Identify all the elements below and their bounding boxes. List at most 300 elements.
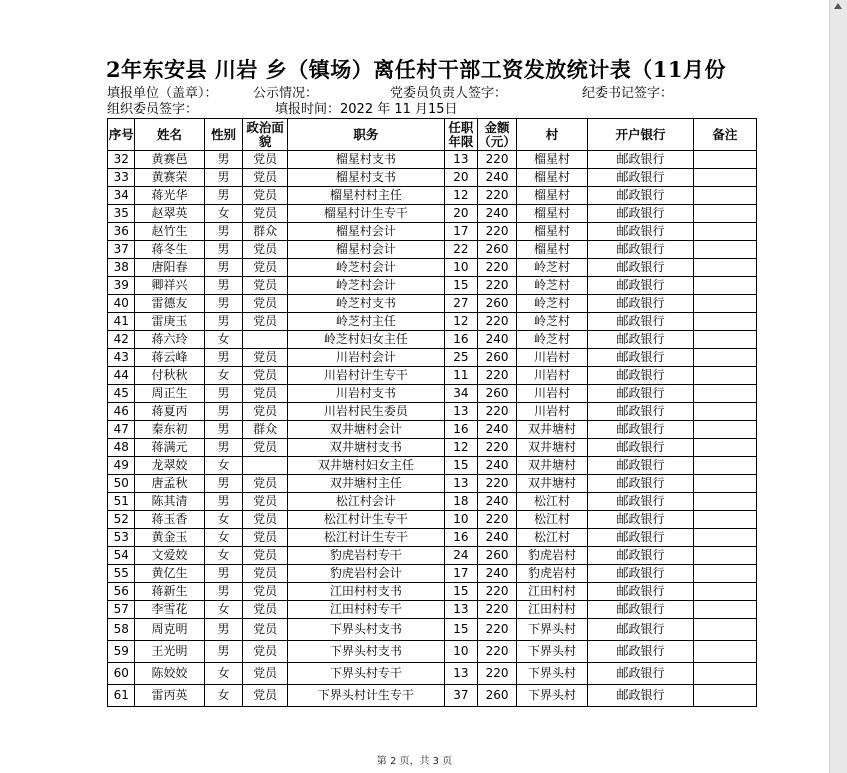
cell-political-status: 群众 xyxy=(243,421,288,439)
cell-index: 40 xyxy=(108,295,135,313)
cell-tenure: 17 xyxy=(444,565,478,583)
header-amount: 金额（元） xyxy=(478,119,516,149)
cell-index: 55 xyxy=(108,565,135,583)
cell-gender: 男 xyxy=(204,169,243,187)
cell-remark xyxy=(693,619,756,641)
cell-political-status: 党员 xyxy=(243,349,288,367)
table-header-row xyxy=(108,119,757,151)
cell-gender: 女 xyxy=(204,331,243,349)
table-row xyxy=(108,493,757,511)
cell-tenure: 15 xyxy=(444,457,478,475)
cell-remark xyxy=(693,475,756,493)
cell-remark xyxy=(693,259,756,277)
cell-amount: 220 xyxy=(478,313,517,331)
cell-position: 川岩村会计 xyxy=(288,349,445,367)
cell-tenure: 13 xyxy=(444,601,478,619)
scroll-up-icon[interactable] xyxy=(834,3,842,9)
cell-gender: 女 xyxy=(204,205,243,223)
cell-village: 松江村 xyxy=(516,511,587,529)
cell-bank: 邮政银行 xyxy=(588,511,694,529)
cell-index: 49 xyxy=(108,457,135,475)
cell-village: 榴星村 xyxy=(516,223,587,241)
cell-village: 双井塘村 xyxy=(516,475,587,493)
cell-index: 51 xyxy=(108,493,135,511)
cell-index: 54 xyxy=(108,547,135,565)
publicity-label: 公示情况： xyxy=(253,86,319,101)
cell-position: 岭芝村会计 xyxy=(288,277,445,295)
cell-remark xyxy=(693,367,756,385)
cell-name: 黄赛荣 xyxy=(135,169,204,187)
table-row xyxy=(108,663,757,685)
cell-position: 江田村村专干 xyxy=(288,601,445,619)
cell-name: 李雪花 xyxy=(135,601,204,619)
cell-remark xyxy=(693,331,756,349)
cell-tenure: 17 xyxy=(444,223,478,241)
cell-name: 蒋夏丙 xyxy=(135,403,204,421)
cell-remark xyxy=(693,439,756,457)
cell-tenure: 15 xyxy=(444,277,478,295)
cell-index: 43 xyxy=(108,349,135,367)
cell-name: 雷庚玉 xyxy=(135,313,204,331)
cell-gender: 男 xyxy=(204,583,243,601)
cell-political-status: 党员 xyxy=(243,151,288,169)
cell-gender: 男 xyxy=(204,565,243,583)
cell-position: 豹虎岩村会计 xyxy=(288,565,445,583)
cell-index: 60 xyxy=(108,663,135,685)
cell-remark xyxy=(693,223,756,241)
cell-political-status: 党员 xyxy=(243,583,288,601)
cell-tenure: 24 xyxy=(444,547,478,565)
cell-gender: 女 xyxy=(204,663,243,685)
cell-village: 榴星村 xyxy=(516,151,587,169)
cell-name: 蒋新生 xyxy=(135,583,204,601)
cell-gender: 男 xyxy=(204,439,243,457)
discipline-sign-label: 纪委书记签字： xyxy=(582,86,674,101)
cell-village: 双井塘村 xyxy=(516,439,587,457)
cell-village: 岭芝村 xyxy=(516,331,587,349)
cell-index: 59 xyxy=(108,641,135,663)
cell-tenure: 34 xyxy=(444,385,478,403)
cell-political-status: 党员 xyxy=(243,367,288,385)
cell-gender: 男 xyxy=(204,277,243,295)
org-sign-label: 组织委员签字： xyxy=(107,102,199,117)
cell-bank: 邮政银行 xyxy=(588,169,694,187)
cell-political-status: 党员 xyxy=(243,511,288,529)
cell-remark xyxy=(693,547,756,565)
cell-amount: 240 xyxy=(478,565,517,583)
cell-amount: 240 xyxy=(478,493,517,511)
cell-bank: 邮政银行 xyxy=(588,583,694,601)
cell-position: 榴星村会计 xyxy=(288,223,445,241)
cell-position: 双井塘村支书 xyxy=(288,439,445,457)
table-row xyxy=(108,565,757,583)
cell-position: 川岩村支书 xyxy=(288,385,445,403)
cell-remark xyxy=(693,295,756,313)
cell-gender: 男 xyxy=(204,385,243,403)
cell-amount: 240 xyxy=(478,529,517,547)
cell-tenure: 13 xyxy=(444,151,478,169)
table-row xyxy=(108,547,757,565)
cell-political-status: 党员 xyxy=(243,295,288,313)
cell-remark xyxy=(693,663,756,685)
cell-village: 榴星村 xyxy=(516,205,587,223)
cell-political-status: 群众 xyxy=(243,223,288,241)
cell-amount: 220 xyxy=(478,151,517,169)
cell-position: 松江村计生专干 xyxy=(288,511,445,529)
cell-name: 黄赛邑 xyxy=(135,151,204,169)
cell-bank: 邮政银行 xyxy=(588,223,694,241)
cell-bank: 邮政银行 xyxy=(588,475,694,493)
cell-political-status: 党员 xyxy=(243,403,288,421)
cell-political-status: 党员 xyxy=(243,259,288,277)
cell-name: 雷丙英 xyxy=(135,685,204,707)
cell-tenure: 22 xyxy=(444,241,478,259)
cell-tenure: 25 xyxy=(444,349,478,367)
cell-name: 蒋冬生 xyxy=(135,241,204,259)
cell-village: 江田村村 xyxy=(516,583,587,601)
cell-amount: 240 xyxy=(478,421,517,439)
table-row xyxy=(108,331,757,349)
cell-bank: 邮政银行 xyxy=(588,439,694,457)
cell-remark xyxy=(693,151,756,169)
cell-gender: 男 xyxy=(204,349,243,367)
cell-gender: 男 xyxy=(204,403,243,421)
table-row xyxy=(108,187,757,205)
cell-amount: 220 xyxy=(478,641,517,663)
cell-village: 榴星村 xyxy=(516,187,587,205)
cell-name: 付秋秋 xyxy=(135,367,204,385)
cell-name: 陈姣姣 xyxy=(135,663,204,685)
cell-remark xyxy=(693,565,756,583)
cell-position: 豹虎岩村专干 xyxy=(288,547,445,565)
cell-bank: 邮政银行 xyxy=(588,331,694,349)
cell-bank: 邮政银行 xyxy=(588,601,694,619)
page-title: 2年东安县 川岩 乡（镇场）离任村干部工资发放统计表（11月份 xyxy=(106,57,726,82)
cell-index: 45 xyxy=(108,385,135,403)
cell-index: 58 xyxy=(108,619,135,641)
table-row xyxy=(108,241,757,259)
cell-village: 岭芝村 xyxy=(516,295,587,313)
cell-name: 雷德友 xyxy=(135,295,204,313)
cell-remark xyxy=(693,241,756,259)
cell-amount: 260 xyxy=(478,295,517,313)
cell-position: 下界头村计生专干 xyxy=(288,685,445,707)
cell-position: 双井塘村妇女主任 xyxy=(288,457,445,475)
cell-tenure: 12 xyxy=(444,313,478,331)
cell-bank: 邮政银行 xyxy=(588,295,694,313)
cell-index: 35 xyxy=(108,205,135,223)
salary-table xyxy=(107,118,757,707)
cell-amount: 220 xyxy=(478,367,517,385)
cell-political-status: 党员 xyxy=(243,663,288,685)
header-village: 村 xyxy=(516,119,587,151)
table-row xyxy=(108,475,757,493)
cell-index: 41 xyxy=(108,313,135,331)
cell-village: 川岩村 xyxy=(516,349,587,367)
cell-gender: 男 xyxy=(204,151,243,169)
cell-remark xyxy=(693,685,756,707)
cell-index: 36 xyxy=(108,223,135,241)
cell-amount: 220 xyxy=(478,259,517,277)
cell-village: 下界头村 xyxy=(516,685,587,707)
table-row xyxy=(108,349,757,367)
table-row xyxy=(108,277,757,295)
header-index: 序号 xyxy=(108,119,135,151)
cell-index: 46 xyxy=(108,403,135,421)
cell-position: 双井塘村会计 xyxy=(288,421,445,439)
cell-position: 江田村村支书 xyxy=(288,583,445,601)
cell-bank: 邮政银行 xyxy=(588,663,694,685)
header-position: 职务 xyxy=(288,119,445,151)
cell-bank: 邮政银行 xyxy=(588,619,694,641)
cell-gender: 女 xyxy=(204,367,243,385)
header-tenure: 任职年限 xyxy=(444,119,478,151)
cell-remark xyxy=(693,529,756,547)
cell-political-status: 党员 xyxy=(243,619,288,641)
table-row xyxy=(108,421,757,439)
header-political-status: 政治面貌 xyxy=(243,119,288,151)
cell-bank: 邮政银行 xyxy=(588,457,694,475)
cell-remark xyxy=(693,205,756,223)
table-row xyxy=(108,601,757,619)
cell-tenure: 16 xyxy=(444,421,478,439)
cell-village: 川岩村 xyxy=(516,403,587,421)
header-remark: 备注 xyxy=(693,119,756,151)
cell-index: 39 xyxy=(108,277,135,295)
table-row xyxy=(108,685,757,707)
cell-political-status: 党员 xyxy=(243,313,288,331)
cell-village: 川岩村 xyxy=(516,385,587,403)
cell-gender: 女 xyxy=(204,511,243,529)
cell-name: 陈其清 xyxy=(135,493,204,511)
cell-index: 61 xyxy=(108,685,135,707)
cell-tenure: 16 xyxy=(444,529,478,547)
table-row xyxy=(108,295,757,313)
cell-political-status: 党员 xyxy=(243,169,288,187)
cell-remark xyxy=(693,403,756,421)
cell-tenure: 15 xyxy=(444,619,478,641)
cell-remark xyxy=(693,385,756,403)
cell-tenure: 12 xyxy=(444,439,478,457)
table-row xyxy=(108,641,757,663)
cell-amount: 260 xyxy=(478,349,517,367)
cell-name: 周正生 xyxy=(135,385,204,403)
cell-name: 黄金玉 xyxy=(135,529,204,547)
cell-bank: 邮政银行 xyxy=(588,277,694,295)
cell-gender: 男 xyxy=(204,421,243,439)
cell-bank: 邮政银行 xyxy=(588,547,694,565)
cell-name: 王光明 xyxy=(135,641,204,663)
table-row xyxy=(108,385,757,403)
cell-political-status: 党员 xyxy=(243,205,288,223)
cell-amount: 220 xyxy=(478,663,517,685)
cell-name: 赵翠英 xyxy=(135,205,204,223)
cell-political-status xyxy=(243,331,288,349)
cell-bank: 邮政银行 xyxy=(588,403,694,421)
cell-amount: 260 xyxy=(478,241,517,259)
cell-amount: 220 xyxy=(478,439,517,457)
cell-political-status: 党员 xyxy=(243,529,288,547)
cell-position: 岭芝村妇女主任 xyxy=(288,331,445,349)
cell-amount: 240 xyxy=(478,331,517,349)
cell-index: 33 xyxy=(108,169,135,187)
cell-name: 蒋玉香 xyxy=(135,511,204,529)
cell-village: 岭芝村 xyxy=(516,277,587,295)
cell-index: 56 xyxy=(108,583,135,601)
cell-political-status: 党员 xyxy=(243,565,288,583)
cell-position: 榴星村支书 xyxy=(288,169,445,187)
cell-tenure: 37 xyxy=(444,685,478,707)
cell-bank: 邮政银行 xyxy=(588,565,694,583)
cell-bank: 邮政银行 xyxy=(588,385,694,403)
cell-remark xyxy=(693,457,756,475)
cell-village: 下界头村 xyxy=(516,663,587,685)
table-row xyxy=(108,223,757,241)
cell-remark xyxy=(693,349,756,367)
cell-village: 松江村 xyxy=(516,493,587,511)
cell-tenure: 16 xyxy=(444,331,478,349)
cell-amount: 220 xyxy=(478,403,517,421)
cell-position: 岭芝村支书 xyxy=(288,295,445,313)
header-bank: 开户银行 xyxy=(588,119,694,151)
cell-village: 松江村 xyxy=(516,529,587,547)
cell-index: 42 xyxy=(108,331,135,349)
page-indicator: 第 2 页，共 3 页 xyxy=(376,756,453,767)
cell-name: 唐孟秋 xyxy=(135,475,204,493)
vertical-scrollbar[interactable] xyxy=(829,0,847,773)
cell-amount: 240 xyxy=(478,457,517,475)
cell-amount: 220 xyxy=(478,583,517,601)
cell-amount: 240 xyxy=(478,169,517,187)
cell-political-status: 党员 xyxy=(243,475,288,493)
cell-index: 53 xyxy=(108,529,135,547)
cell-political-status: 党员 xyxy=(243,641,288,663)
table-row xyxy=(108,439,757,457)
cell-index: 57 xyxy=(108,601,135,619)
cell-gender: 男 xyxy=(204,259,243,277)
table-row xyxy=(108,583,757,601)
cell-tenure: 13 xyxy=(444,475,478,493)
cell-index: 32 xyxy=(108,151,135,169)
cell-amount: 220 xyxy=(478,619,517,641)
header-gender: 性别 xyxy=(204,119,243,151)
cell-political-status: 党员 xyxy=(243,277,288,295)
cell-gender: 男 xyxy=(204,241,243,259)
cell-remark xyxy=(693,493,756,511)
cell-remark xyxy=(693,601,756,619)
cell-position: 川岩村民生委员 xyxy=(288,403,445,421)
cell-village: 双井塘村 xyxy=(516,421,587,439)
cell-village: 下界头村 xyxy=(516,641,587,663)
table-row xyxy=(108,205,757,223)
cell-name: 卿祥兴 xyxy=(135,277,204,295)
cell-tenure: 13 xyxy=(444,663,478,685)
cell-political-status: 党员 xyxy=(243,187,288,205)
table-row xyxy=(108,511,757,529)
cell-amount: 240 xyxy=(478,205,517,223)
cell-gender: 男 xyxy=(204,223,243,241)
cell-gender: 女 xyxy=(204,547,243,565)
cell-position: 松江村会计 xyxy=(288,493,445,511)
cell-bank: 邮政银行 xyxy=(588,241,694,259)
cell-tenure: 13 xyxy=(444,403,478,421)
cell-name: 蒋六玲 xyxy=(135,331,204,349)
cell-tenure: 27 xyxy=(444,295,478,313)
cell-name: 周克明 xyxy=(135,619,204,641)
cell-village: 岭芝村 xyxy=(516,313,587,331)
cell-gender: 女 xyxy=(204,601,243,619)
cell-tenure: 11 xyxy=(444,367,478,385)
cell-bank: 邮政银行 xyxy=(588,641,694,663)
cell-gender: 男 xyxy=(204,295,243,313)
cell-position: 松江村计生专干 xyxy=(288,529,445,547)
cell-tenure: 10 xyxy=(444,641,478,663)
cell-position: 岭芝村主任 xyxy=(288,313,445,331)
table-row xyxy=(108,259,757,277)
cell-remark xyxy=(693,583,756,601)
cell-village: 川岩村 xyxy=(516,367,587,385)
cell-village: 江田村村 xyxy=(516,601,587,619)
cell-name: 龙翠姣 xyxy=(135,457,204,475)
cell-gender: 男 xyxy=(204,641,243,663)
cell-index: 34 xyxy=(108,187,135,205)
cell-bank: 邮政银行 xyxy=(588,493,694,511)
header-name: 姓名 xyxy=(135,119,204,151)
fill-unit-label: 填报单位（盖章）： xyxy=(107,86,218,101)
cell-political-status: 党员 xyxy=(243,547,288,565)
cell-gender: 女 xyxy=(204,457,243,475)
cell-remark xyxy=(693,277,756,295)
cell-village: 双井塘村 xyxy=(516,457,587,475)
cell-village: 豹虎岩村 xyxy=(516,547,587,565)
party-sign-label: 党委员负责人签字： xyxy=(390,86,508,101)
cell-index: 38 xyxy=(108,259,135,277)
cell-tenure: 20 xyxy=(444,205,478,223)
cell-village: 榴星村 xyxy=(516,241,587,259)
table-row xyxy=(108,151,757,169)
cell-index: 52 xyxy=(108,511,135,529)
cell-political-status: 党员 xyxy=(243,601,288,619)
table-row xyxy=(108,313,757,331)
cell-bank: 邮政银行 xyxy=(588,367,694,385)
cell-position: 下界头村支书 xyxy=(288,641,445,663)
table-row xyxy=(108,529,757,547)
cell-name: 文爱姣 xyxy=(135,547,204,565)
cell-amount: 220 xyxy=(478,223,517,241)
cell-gender: 男 xyxy=(204,475,243,493)
cell-village: 豹虎岩村 xyxy=(516,565,587,583)
table-row xyxy=(108,367,757,385)
cell-remark xyxy=(693,511,756,529)
cell-position: 榴星村支书 xyxy=(288,151,445,169)
cell-gender: 男 xyxy=(204,187,243,205)
cell-position: 下界头村专干 xyxy=(288,663,445,685)
cell-index: 37 xyxy=(108,241,135,259)
cell-index: 47 xyxy=(108,421,135,439)
cell-village: 榴星村 xyxy=(516,169,587,187)
cell-tenure: 20 xyxy=(444,169,478,187)
cell-bank: 邮政银行 xyxy=(588,313,694,331)
cell-index: 48 xyxy=(108,439,135,457)
table-row xyxy=(108,619,757,641)
cell-amount: 220 xyxy=(478,601,517,619)
cell-position: 双井塘村主任 xyxy=(288,475,445,493)
cell-position: 下界头村支书 xyxy=(288,619,445,641)
fill-time-label: 填报时间：2022 年 11 月15日 xyxy=(275,102,458,117)
table-row xyxy=(108,403,757,421)
cell-tenure: 18 xyxy=(444,493,478,511)
cell-name: 秦东初 xyxy=(135,421,204,439)
